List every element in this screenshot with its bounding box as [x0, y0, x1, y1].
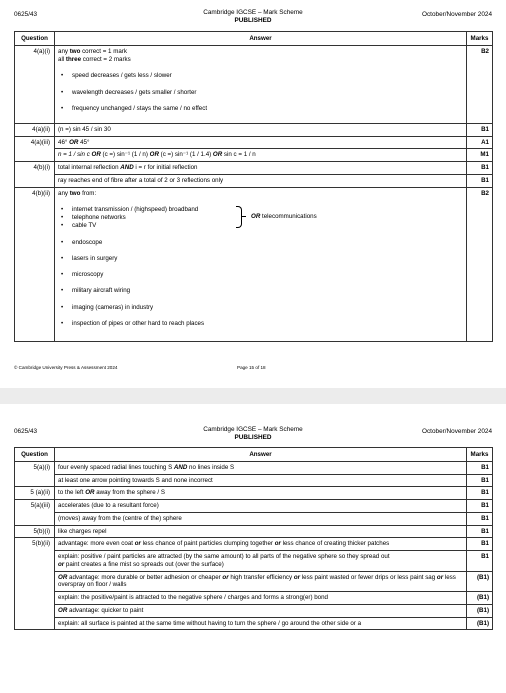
published-label: PUBLISHED [234, 434, 272, 441]
marks-cell: B2 [467, 187, 493, 341]
list-item: • speed decreases / gets less / slower [58, 72, 463, 80]
table-row [15, 487, 493, 500]
answer-cell: OR advantage: more durable or better adhesion or cheaper or high transfer efficiency or less paint wasted or fewer drips or less paint sag or less overspray on floor / walls [55, 571, 467, 592]
marks-cell: (B1) [467, 617, 493, 630]
telecom-group [58, 206, 463, 229]
marks-cell: B1 [467, 512, 493, 525]
table-row [15, 187, 493, 341]
answer-cell: n = 1 / sin c OR (c =) sin⁻¹ (1 / n) OR (c =) sin⁻¹ (1 / 1.4) OR sin c = 1 / n [55, 149, 467, 162]
list-item: • endoscope [58, 239, 463, 247]
column-header-question: Question [15, 32, 55, 46]
mark-scheme-table [14, 31, 493, 342]
table-row [15, 474, 493, 487]
table-row [15, 500, 493, 513]
table-row [15, 551, 493, 572]
page-header [14, 426, 492, 442]
page-separator [0, 388, 506, 404]
table-row [15, 149, 493, 162]
table-row [15, 525, 493, 538]
list-item: • lasers in surgery [58, 255, 463, 263]
answer-cell: accelerates (due to a resultant force) [55, 500, 467, 513]
answer-cell: total internal reflection AND i = r for initial reflection [55, 162, 467, 175]
question-number: 4(b)(ii) [15, 187, 55, 341]
table-row [15, 604, 493, 617]
answer-cell: ray reaches end of fibre after a total of 2 or 3 reflections only [55, 174, 467, 187]
marks-cell: A1 [467, 136, 493, 149]
table-header-row [15, 32, 493, 46]
table-row [15, 123, 493, 136]
list-item: • imaging (cameras) in industry [58, 304, 463, 312]
column-header-answer: Answer [55, 32, 467, 46]
header-title: Cambridge IGCSE – Mark Scheme [203, 9, 303, 16]
answer-cell: like charges repel [55, 525, 467, 538]
marks-cell: B1 [467, 162, 493, 175]
answer-cell: OR advantage: quicker to paint [55, 604, 467, 617]
column-header-answer: Answer [55, 448, 467, 462]
marks-cell: M1 [467, 149, 493, 162]
page-header [14, 9, 492, 25]
table-row [15, 174, 493, 187]
table-row [15, 592, 493, 605]
table-row [15, 136, 493, 149]
table-row [15, 617, 493, 630]
answer-cell: any two correct = 1 mark all three correct = 2 marks • speed decreases / gets less / slower • wavelength decreases / gets smaller / shorter • frequency unchanged / stays the same / no effect [55, 45, 467, 123]
paper-code: 0625/43 [14, 428, 38, 435]
question-number: 4(a)(iii) [15, 136, 55, 162]
table-row [15, 45, 493, 123]
table-header-row [15, 448, 493, 462]
brace-icon [236, 206, 242, 228]
list-item: • wavelength decreases / gets smaller / shorter [58, 89, 463, 97]
question-number: 5(a)(iii) [15, 500, 55, 526]
table-row [15, 571, 493, 592]
list-item: • telephone networks [72, 214, 463, 222]
table-row [15, 162, 493, 175]
list-item: • microscopy [58, 271, 463, 279]
answer-cell: explain: the positive/paint is attracted to the negative sphere / charges and forms a strong(er) bond [55, 592, 467, 605]
column-header-marks: Marks [467, 32, 493, 46]
question-number: 4(a)(ii) [15, 123, 55, 136]
list-item: • frequency unchanged / stays the same / no effect [58, 105, 463, 113]
mark-scheme-page-16 [0, 404, 506, 693]
question-number: 5(a)(i) [15, 461, 55, 487]
answer-cell: any two from: • internet transmission / (highspeed) broadband • telephone networks • cable TV OR telecommunications • endoscope • lasers in surgery • microscopy • military aircraft wiring • imaging (cameras) in industry • inspection of pipes or other hard to reach places [55, 187, 467, 341]
marks-cell: B1 [467, 500, 493, 513]
question-number: 5 (a)(ii) [15, 487, 55, 500]
list-item: • military aircraft wiring [58, 287, 463, 295]
mark-scheme-table [14, 447, 493, 630]
marks-cell: B1 [467, 474, 493, 487]
marks-cell: B1 [467, 123, 493, 136]
column-header-question: Question [15, 448, 55, 462]
watermark-overlay [418, 681, 502, 691]
answer-cell: to the left OR away from the sphere / S [55, 487, 467, 500]
list-item: • inspection of pipes or other hard to reach places [58, 320, 463, 328]
question-number: 4(a)(i) [15, 45, 55, 123]
answer-cell: advantage: more even coat or less chance of paint particles clumping together or less chance of creating thicker patches [55, 538, 467, 551]
marks-cell: (B1) [467, 604, 493, 617]
marks-cell: B1 [467, 487, 493, 500]
marks-cell: B1 [467, 174, 493, 187]
marks-cell: (B1) [467, 592, 493, 605]
marks-cell: B1 [467, 461, 493, 474]
answer-cell: explain: positive / paint particles are attracted (by the same amount) to all parts of the negative sphere so they spread out or paint creates a fine mist so spreads out (over the surface) [55, 551, 467, 572]
answer-cell: at least one arrow pointing towards S and none incorrect [55, 474, 467, 487]
list-item: • cable TV [72, 222, 463, 230]
answer-cell: four evenly spaced radial lines touching S AND no lines inside S [55, 461, 467, 474]
exam-session: October/November 2024 [422, 11, 492, 18]
answer-cell: (moves) away from the (centre of the) sphere [55, 512, 467, 525]
marks-cell: B1 [467, 551, 493, 572]
table-row [15, 512, 493, 525]
question-number: 5(b)(ii) [15, 538, 55, 630]
question-number: 4(b)(i) [15, 162, 55, 188]
list-item: • internet transmission / (highspeed) broadband [72, 206, 463, 214]
header-title: Cambridge IGCSE – Mark Scheme [203, 426, 303, 433]
marks-cell: B2 [467, 45, 493, 123]
copyright-footer: © Cambridge University Press & Assessment 2024 [14, 365, 118, 370]
marks-cell: B1 [467, 538, 493, 551]
table-row [15, 538, 493, 551]
page-number: Page 15 of 18 [237, 365, 266, 370]
marks-cell: (B1) [467, 571, 493, 592]
published-label: PUBLISHED [234, 17, 272, 24]
paper-code: 0625/43 [14, 11, 38, 18]
or-telecommunications: OR telecommunications [251, 213, 317, 221]
question-number: 5(b)(i) [15, 525, 55, 538]
column-header-marks: Marks [467, 448, 493, 462]
marks-cell: B1 [467, 525, 493, 538]
answer-cell: explain: all surface is painted at the same time without having to turn the sphere / go around the other side or a [55, 617, 467, 630]
table-row [15, 461, 493, 474]
exam-session: October/November 2024 [422, 428, 492, 435]
answer-cell: 46° OR 45° [55, 136, 467, 149]
answer-cell: (n =) sin 45 / sin 30 [55, 123, 467, 136]
